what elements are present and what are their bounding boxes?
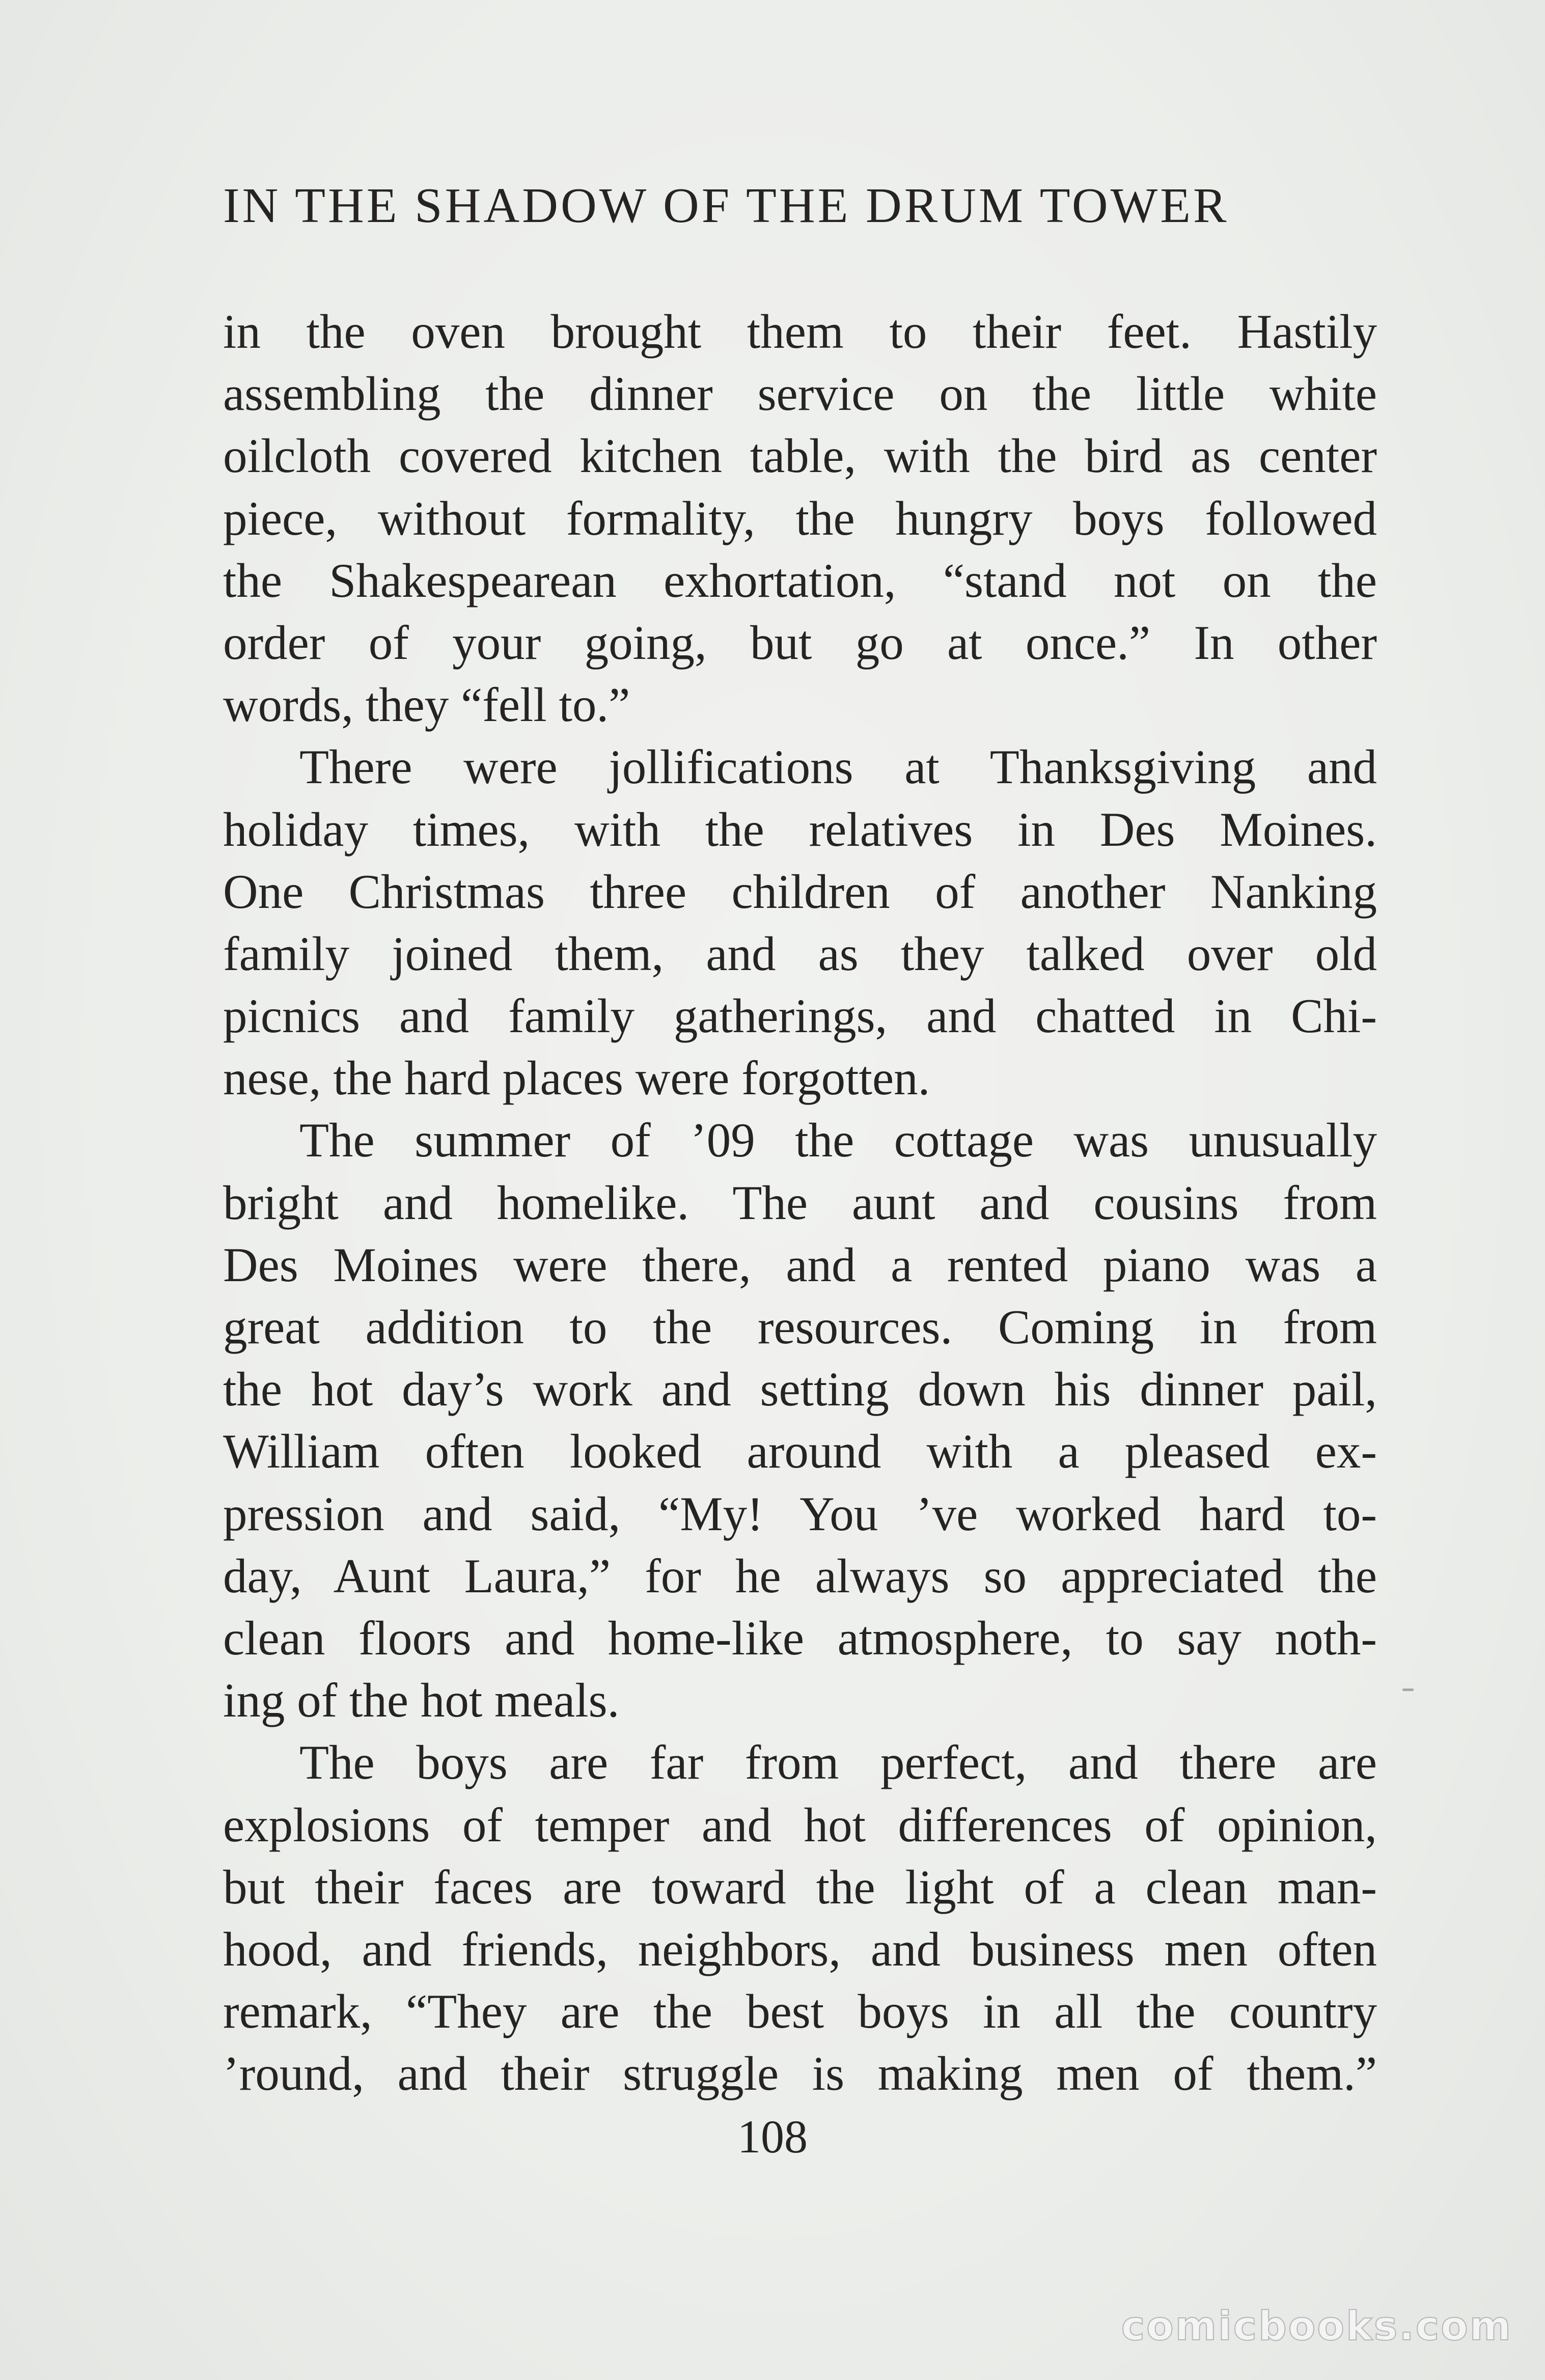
text-line: great addition to the resources. Coming in from — [223, 1300, 1377, 1354]
text-line: The boys are far from perfect, and there are — [299, 1735, 1377, 1790]
body-text — [223, 300, 1377, 2105]
text-line: nese, the hard places were forgotten. — [223, 1051, 930, 1105]
text-line: oilcloth covered kitchen table, with the bird as center — [223, 429, 1377, 483]
text-line: William often looked around with a pleased ex- — [223, 1424, 1377, 1479]
text-line: Des Moines were there, and a rented piano was a — [223, 1237, 1377, 1292]
text-line: in the oven brought them to their feet. Hastily — [223, 305, 1377, 358]
text-line: hood, and friends, neighbors, and business men often — [223, 1922, 1377, 1976]
text-line: The summer of ’09 the cottage was unusually — [299, 1113, 1377, 1168]
running-head: IN THE SHADOW OF THE DRUM TOWER — [223, 178, 1229, 233]
text-line: bright and homelike. The aunt and cousins from — [223, 1175, 1377, 1230]
text-line: remark, “They are the best boys in all the country — [223, 1984, 1377, 2039]
watermark: comicbooks.com — [1121, 2304, 1512, 2349]
text-line: words, they “fell to.” — [223, 678, 630, 732]
text-line: clean floors and home-like atmosphere, to say noth- — [223, 1611, 1377, 1665]
text-line: holiday times, with the relatives in Des Moines. — [223, 802, 1377, 856]
page-number: 108 — [737, 2111, 808, 2163]
text-line: the Shakespearean exhortation, “stand not on the — [223, 553, 1377, 607]
text-line: day, Aunt Laura,” for he always so appreciated the — [223, 1548, 1377, 1603]
text-line: One Christmas three children of another Nanking — [223, 864, 1377, 919]
print-speck — [1402, 1689, 1414, 1691]
text-line: picnics and family gatherings, and chatted in Chi- — [223, 989, 1377, 1043]
text-line: pression and said, “My! You ’ve worked hard to- — [223, 1486, 1377, 1541]
text-line: ing of the hot meals. — [223, 1673, 620, 1728]
text-line: piece, without formality, the hungry boys followed — [223, 491, 1377, 545]
text-line: There were jollifications at Thanksgiving and — [299, 740, 1377, 794]
text-line: explosions of temper and hot differences of opinion, — [223, 1797, 1377, 1852]
text-line: order of your going, but go at once.” In other — [223, 615, 1377, 670]
text-line: ’round, and their struggle is making men of them.” — [223, 2046, 1377, 2101]
text-line: assembling the dinner service on the little white — [223, 367, 1377, 421]
text-line: but their faces are toward the light of a clean man- — [223, 1860, 1377, 1914]
text-line: the hot day’s work and setting down his dinner pail, — [223, 1362, 1377, 1417]
text-line: family joined them, and as they talked over old — [223, 926, 1377, 981]
